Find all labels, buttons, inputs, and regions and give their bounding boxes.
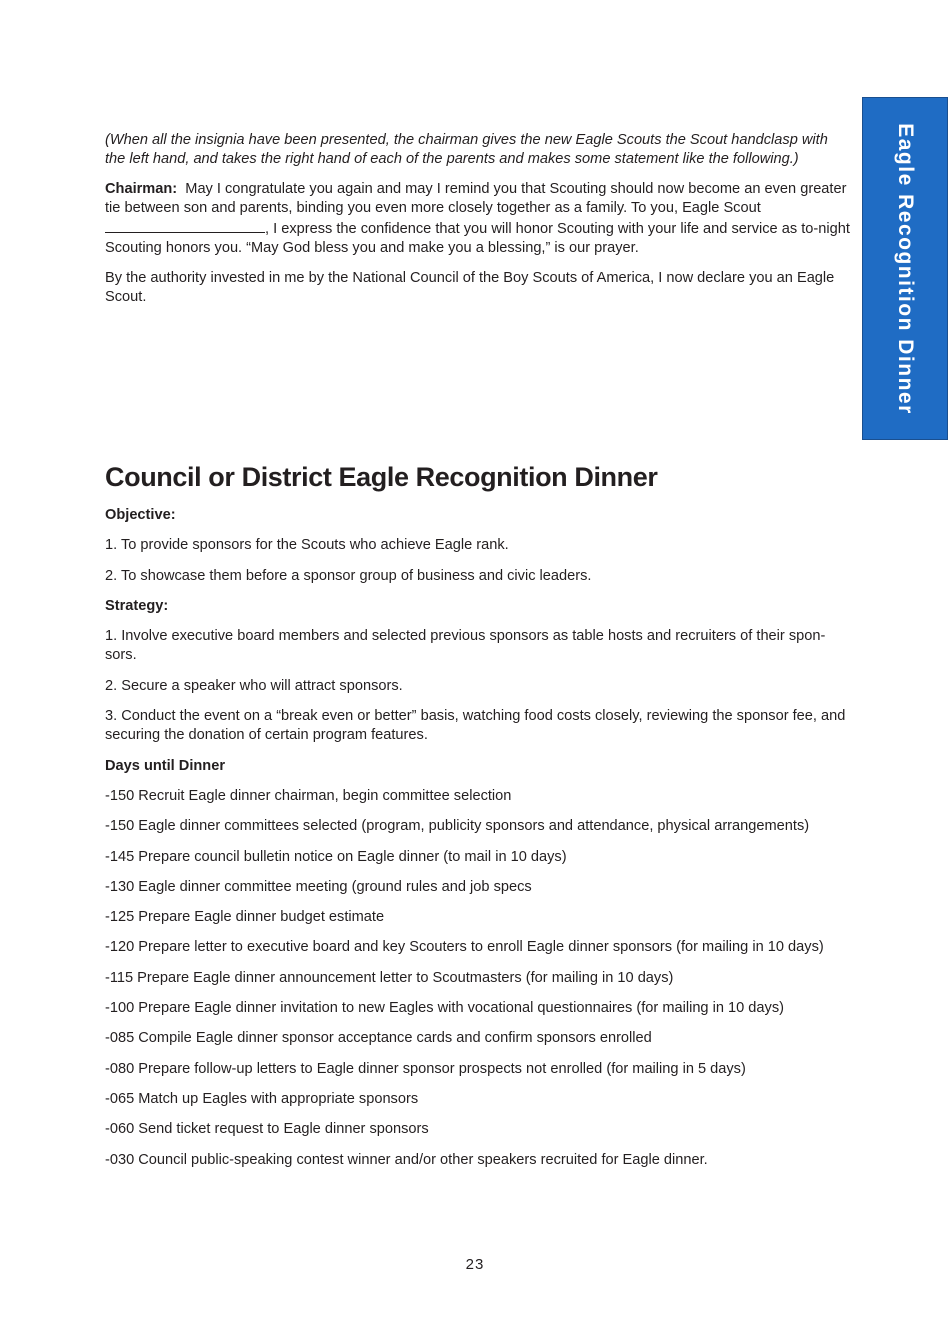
days-item: -060 Send ticket request to Eagle dinner sponsors: [105, 1121, 429, 1138]
objective-item: 1. To provide sponsors for the Scouts who achieve Eagle rank.: [105, 537, 509, 554]
days-item: -150 Recruit Eagle dinner chairman, begin committee selection: [105, 787, 512, 804]
chairman-label: Chairman:: [105, 180, 178, 197]
page-number: 23: [465, 1256, 485, 1273]
chairman-text-1: May I congratulate you again and may I remind you that Scouting should now become an even greater tie between son and parents, binding you even more closely together as a family. To you, Eagle Scout: [105, 180, 847, 216]
days-item: -120 Prepare letter to executive board and key Scouters to enroll Eagle dinner sponsors (for mailing in 10 days): [105, 939, 824, 956]
days-item: -100 Prepare Eagle dinner invitation to new Eagles with vocational questionnaires (for mailing in 10 days): [105, 1000, 784, 1017]
authority-paragraph: By the authority invested in me by the National Council of the Boy Scouts of America, I now declare you an Eagle Scout.: [105, 269, 835, 306]
days-item: -150 Eagle dinner committees selected (program, publicity sponsors and attendance, physical arrangements): [105, 818, 810, 835]
strategy-heading: Strategy:: [105, 597, 169, 614]
dinner-section: [105, 459, 850, 1170]
strategy-item: 3. Conduct the event on a “break even or better” basis, watching food costs closely, reviewing the sponsor fee, and securing the donation of certain program features.: [105, 708, 846, 744]
strategy-item: 1. Involve executive board members and selected previous sponsors as table hosts and recruiters of their spon-sors.: [105, 628, 826, 664]
days-item: -145 Prepare council bulletin notice on Eagle dinner (to mail in 10 days): [105, 848, 567, 865]
objective-heading: Objective:: [105, 507, 176, 523]
days-heading: Days until Dinner: [105, 757, 226, 774]
days-item: -030 Council public-speaking contest winner and/or other speakers recruited for Eagle dinner.: [105, 1151, 708, 1168]
chairman-paragraph: [105, 180, 850, 259]
objective-item: 2. To showcase them before a sponsor group of business and civic leaders.: [105, 567, 592, 584]
chairman-text-2: , I express the confidence that you will honor Scouting with your life and service as to-night Scouting honors you. “May God bless you and make you a blessing,” is our prayer.: [105, 221, 850, 257]
days-item: -085 Compile Eagle dinner sponsor acceptance cards and confirm sponsors enrolled: [105, 1030, 652, 1047]
days-list: [105, 787, 850, 1170]
page-title: Council or District Eagle Recognition Dinner: [105, 462, 658, 492]
days-item: -065 Match up Eagles with appropriate sponsors: [105, 1090, 419, 1107]
italic-note: (When all the insignia have been presented, the chairman gives the new Eagle Scouts the Scout handclasp with the left hand, and takes the right hand of each of the parents and makes some statement like the following.): [105, 132, 828, 168]
intro-section: [105, 131, 850, 307]
days-item: -125 Prepare Eagle dinner budget estimate: [105, 909, 385, 926]
section-side-tab: [862, 97, 948, 440]
days-item: -130 Eagle dinner committee meeting (ground rules and job specs: [105, 878, 532, 895]
side-tab-label: Eagle Recognition Dinner: [894, 122, 917, 415]
days-item: -115 Prepare Eagle dinner announcement letter to Scoutmasters (for mailing in 10 days): [105, 969, 674, 986]
strategy-item: 2. Secure a speaker who will attract sponsors.: [105, 677, 403, 694]
days-item: -080 Prepare follow-up letters to Eagle dinner sponsor prospects not enrolled (for mailing in 5 days): [105, 1060, 746, 1077]
name-blank-line: [105, 218, 265, 233]
